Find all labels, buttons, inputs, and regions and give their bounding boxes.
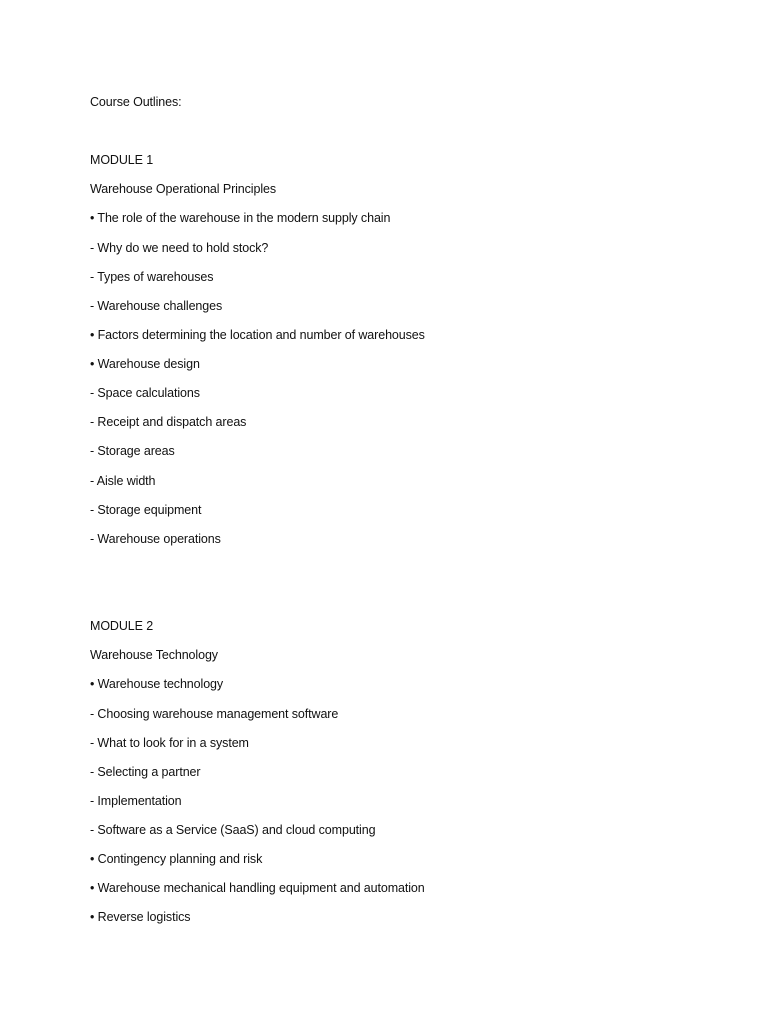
module-2-title: Warehouse Technology — [90, 648, 218, 662]
list-item: • The role of the warehouse in the modern supply chain — [90, 211, 391, 225]
list-item: • Warehouse technology — [90, 677, 224, 691]
list-item: - Types of warehouses — [90, 270, 214, 284]
list-item: • Factors determining the location and number of warehouses — [90, 328, 425, 342]
list-item: • Warehouse design — [90, 357, 200, 371]
module-1-label: MODULE 1 — [90, 153, 154, 167]
list-item: • Reverse logistics — [90, 910, 191, 924]
list-item: - Receipt and dispatch areas — [90, 415, 247, 429]
list-item: - Implementation — [90, 794, 182, 808]
list-item: - Selecting a partner — [90, 765, 201, 779]
list-item: - Why do we need to hold stock? — [90, 241, 269, 255]
list-item: - Choosing warehouse management software — [90, 707, 339, 721]
list-item: - Storage equipment — [90, 503, 202, 517]
list-item: - What to look for in a system — [90, 736, 249, 750]
list-item: - Storage areas — [90, 444, 175, 458]
list-item: • Contingency planning and risk — [90, 852, 263, 866]
list-item: - Warehouse challenges — [90, 299, 223, 313]
list-item: - Space calculations — [90, 386, 200, 400]
list-item: - Aisle width — [90, 474, 156, 488]
module-1-title: Warehouse Operational Principles — [90, 182, 277, 196]
module-2-label: MODULE 2 — [90, 619, 154, 633]
course-outlines-heading: Course Outlines: — [90, 95, 182, 109]
list-item: - Software as a Service (SaaS) and cloud computing — [90, 823, 376, 837]
list-item: • Warehouse mechanical handling equipment and automation — [90, 881, 425, 895]
list-item: - Warehouse operations — [90, 532, 221, 546]
